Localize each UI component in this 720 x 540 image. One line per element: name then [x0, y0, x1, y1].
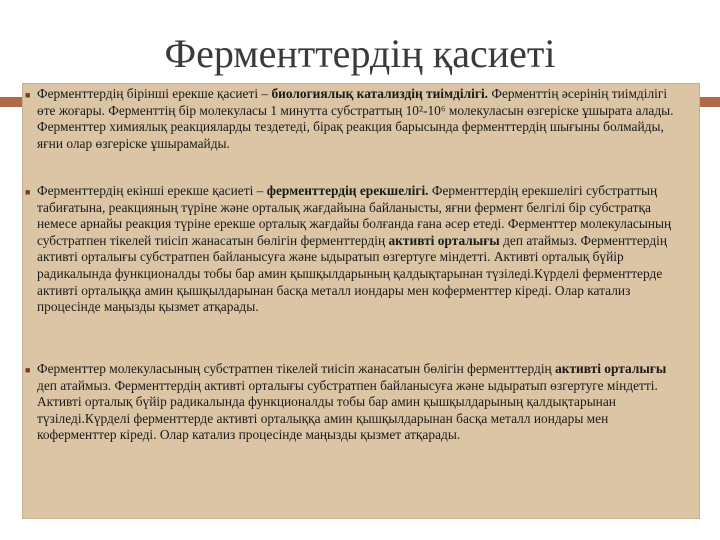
paragraph-text: деп атаймыз. Ферменттердің активті орталығы субстратпен байланысуға және ыдыратып өзгертуге міндетті. Активті орталық бүйір радикалында функционалды тобы бар амин қышқылдарының қалдықтарынан түзіледі.Күрделі ферменттерде активті орталыққа амин қышқылдарынан басқа металл иондары мен коферменттер кіреді. Олар катализ процесінде маңызды қызмет атқарады. — [37, 377, 658, 443]
decorative-bar-right — [700, 97, 720, 107]
paragraph-text: Ферменттердің екінші ерекше қасиеті – — [37, 183, 267, 198]
paragraph-text: Ферменттердің бірінші ерекше қасиеті – — [37, 86, 272, 101]
paragraph-bold-term: биологиялық катализдің тиімділігі. — [271, 86, 489, 101]
paragraph-text: деп атаймыз. Ферменттердің активті орталығы субстратпен байланысуға және ыдыратып өзгертуге міндетті. Активті орталық бүйір радикалында функционалды тобы бар амин қышқылдарының қалдықтарынан түзіледі.Күрделі ферменттерде активті орталыққа амин қышқылдарынан басқа металл иондары мен коферменттер кіреді. Олар катализ процесінде маңызды қызмет атқарады. — [37, 232, 668, 315]
paragraph-bold-term: ферменттердің ерекшелігі. — [266, 183, 429, 198]
paragraph-text: Ферменттердің ерекшелігі субстраттың табиғатына, реакцияның түріне және орталық жағдайына байланысты, яғни фермент белгілі бір субстратқа немесе арнайы реакция түріне ерекше орталық жағдайы болғанда ғана әсер етеді. Ферменттер молекуласының субстратпен тікелей тиісіп жанасатын бөлігін ферменттердің — [37, 183, 672, 248]
paragraph-second-property — [37, 183, 687, 316]
square-bullet-icon: ■ — [25, 187, 31, 197]
square-bullet-icon: ■ — [25, 365, 31, 375]
paragraph-first-property — [37, 86, 687, 152]
square-bullet-icon: ■ — [25, 90, 31, 100]
paragraph-active-center — [37, 361, 687, 444]
slide-title: Ферменттердің қасиеті — [164, 31, 556, 76]
decorative-bar-left — [0, 97, 22, 107]
content-panel — [22, 83, 700, 519]
paragraph-bold-term: активті орталығы — [388, 232, 500, 248]
paragraph-bold-term: активті орталығы — [555, 361, 667, 376]
paragraph-text: Ферменттің әсерінің тиімділігі өте жоғары. Ферменттің бір молекуласы 1 минутта субстраттың 10²-10⁶ молекуласын өзгеріске ұшырата алады. Ферменттер химиялық реакцияларды тездетеді, бірақ реакция барысында ферменттердің шығыны болмайды, яғни олар өзгеріске ұшырамайды. — [37, 86, 674, 151]
paragraph-text: Ферменттер молекуласының субстратпен тікелей тиісіп жанасатын бөлігін ферменттердің — [37, 361, 556, 376]
